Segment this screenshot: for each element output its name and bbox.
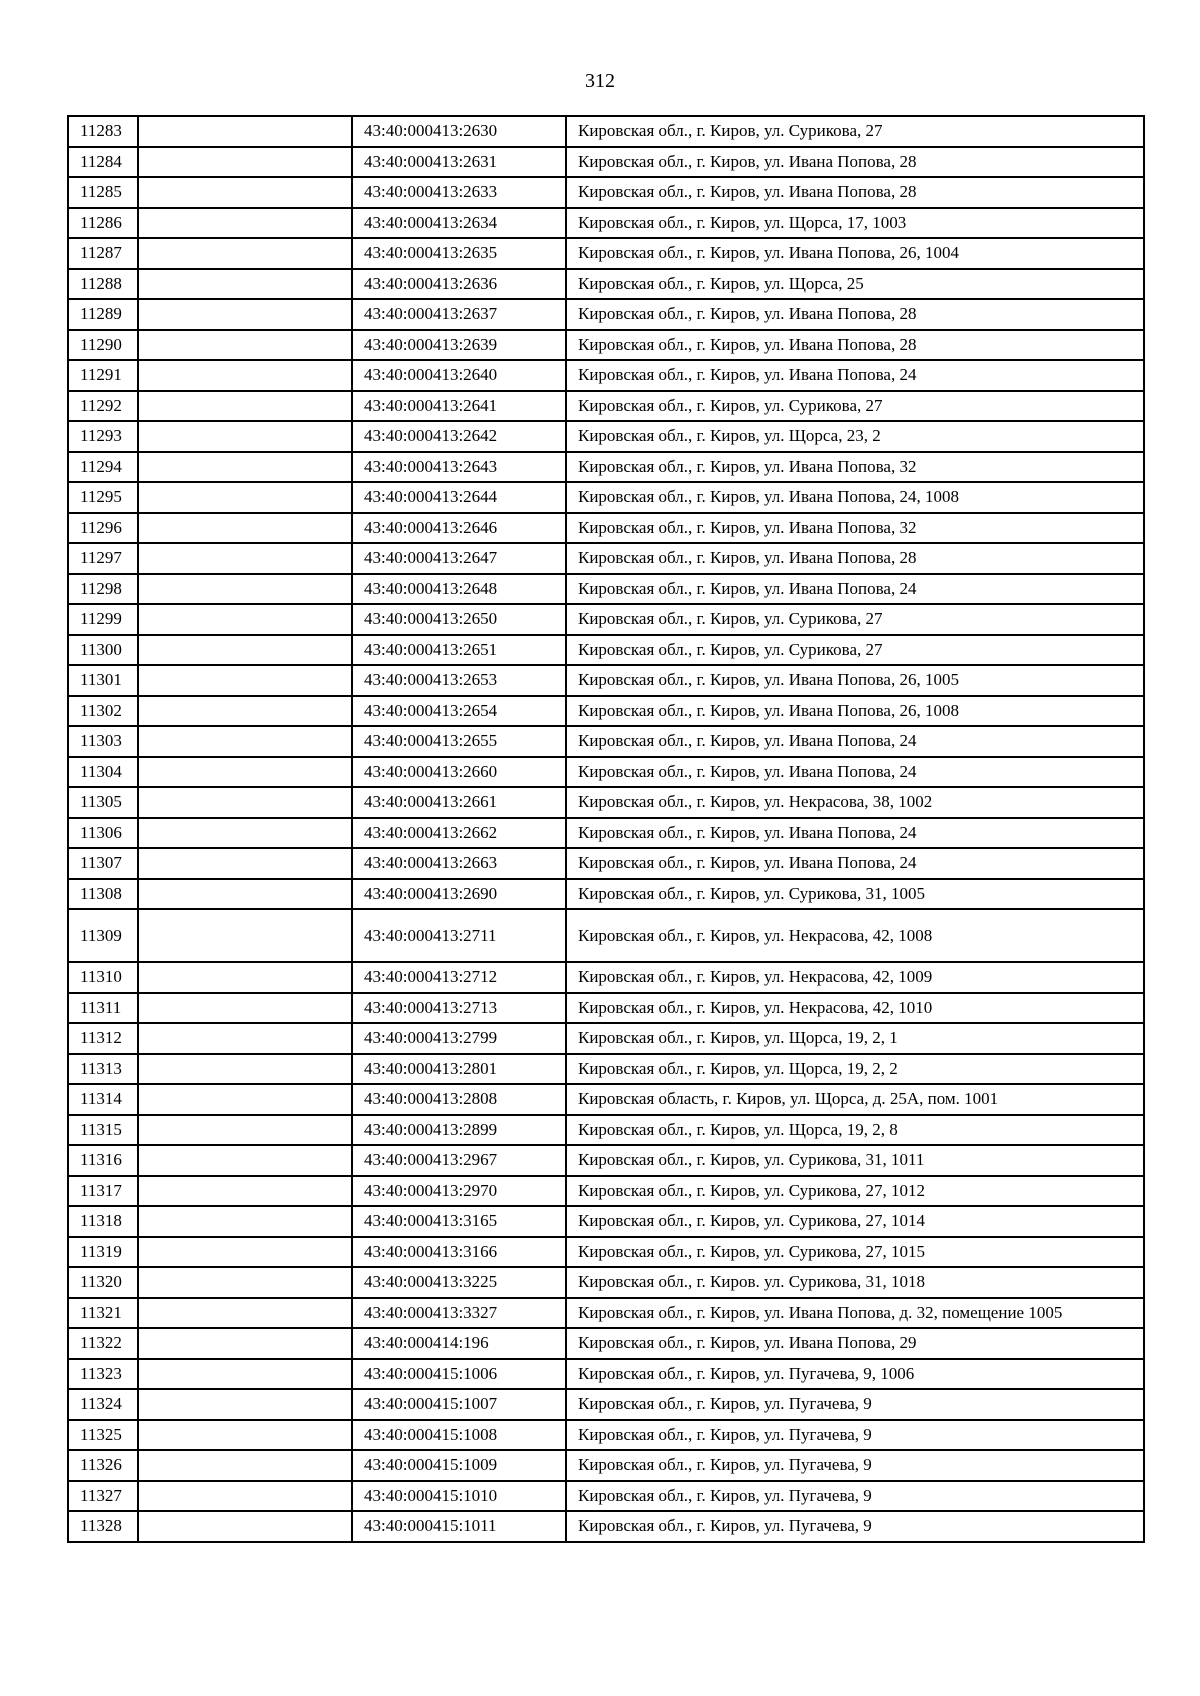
empty-cell: [138, 269, 352, 300]
table-row: [68, 848, 1144, 879]
address-cell: Кировская обл., г. Киров, ул. Некрасова, 38, 1002: [566, 787, 1144, 818]
address-cell: Кировская обл., г. Киров, ул. Ивана Попова, 26, 1008: [566, 696, 1144, 727]
cadastral-number-cell: 43:40:000413:2635: [352, 238, 566, 269]
empty-cell: [138, 1328, 352, 1359]
row-number-cell: 11316: [68, 1145, 138, 1176]
table-row: [68, 543, 1144, 574]
row-number-cell: 11307: [68, 848, 138, 879]
address-cell: Кировская обл., г. Киров, ул. Сурикова, 27, 1014: [566, 1206, 1144, 1237]
cadastral-number-cell: 43:40:000413:2661: [352, 787, 566, 818]
cadastral-number-cell: 43:40:000413:2641: [352, 391, 566, 422]
empty-cell: [138, 147, 352, 178]
row-number-cell: 11293: [68, 421, 138, 452]
row-number-cell: 11291: [68, 360, 138, 391]
table-row: [68, 360, 1144, 391]
cadastral-number-cell: 43:40:000413:2662: [352, 818, 566, 849]
table-row: [68, 238, 1144, 269]
empty-cell: [138, 177, 352, 208]
row-number-cell: 11315: [68, 1115, 138, 1146]
table-row: [68, 696, 1144, 727]
cadastral-number-cell: 43:40:000413:2654: [352, 696, 566, 727]
table-row: [68, 1206, 1144, 1237]
table-row: [68, 787, 1144, 818]
address-cell: Кировская обл., г. Киров, ул. Щорса, 25: [566, 269, 1144, 300]
row-number-cell: 11284: [68, 147, 138, 178]
table-row: [68, 208, 1144, 239]
table-row: [68, 269, 1144, 300]
empty-cell: [138, 787, 352, 818]
cadastral-number-cell: 43:40:000413:2899: [352, 1115, 566, 1146]
empty-cell: [138, 635, 352, 666]
cadastral-number-cell: 43:40:000413:2637: [352, 299, 566, 330]
row-number-cell: 11312: [68, 1023, 138, 1054]
cadastral-number-cell: 43:40:000415:1010: [352, 1481, 566, 1512]
address-cell: Кировская обл., г. Киров, ул. Ивана Попова, 24: [566, 574, 1144, 605]
address-cell: Кировская обл., г. Киров, ул. Ивана Попова, 28: [566, 299, 1144, 330]
address-cell: Кировская обл., г. Киров, ул. Щорса, 19, 2, 2: [566, 1054, 1144, 1085]
cadastral-number-cell: 43:40:000413:2655: [352, 726, 566, 757]
empty-cell: [138, 299, 352, 330]
cadastral-number-cell: 43:40:000413:2970: [352, 1176, 566, 1207]
cadastral-number-cell: 43:40:000413:3225: [352, 1267, 566, 1298]
cadastral-number-cell: 43:40:000413:2799: [352, 1023, 566, 1054]
empty-cell: [138, 1267, 352, 1298]
table-row: [68, 879, 1144, 910]
row-number-cell: 11296: [68, 513, 138, 544]
empty-cell: [138, 452, 352, 483]
table-row: [68, 147, 1144, 178]
empty-cell: [138, 962, 352, 993]
cadastral-number-cell: 43:40:000413:2636: [352, 269, 566, 300]
row-number-cell: 11328: [68, 1511, 138, 1542]
address-cell: Кировская обл., г. Киров, ул. Пугачева, 9: [566, 1420, 1144, 1451]
table-row: [68, 1115, 1144, 1146]
cadastral-number-cell: 43:40:000413:2643: [352, 452, 566, 483]
empty-cell: [138, 391, 352, 422]
row-number-cell: 11322: [68, 1328, 138, 1359]
table-row: [68, 330, 1144, 361]
empty-cell: [138, 421, 352, 452]
cadastral-number-cell: 43:40:000413:2711: [352, 909, 566, 962]
row-number-cell: 11306: [68, 818, 138, 849]
table-row: [68, 177, 1144, 208]
row-number-cell: 11324: [68, 1389, 138, 1420]
empty-cell: [138, 726, 352, 757]
empty-cell: [138, 116, 352, 147]
row-number-cell: 11321: [68, 1298, 138, 1329]
table-row: [68, 1084, 1144, 1115]
empty-cell: [138, 360, 352, 391]
table-row: [68, 1298, 1144, 1329]
row-number-cell: 11300: [68, 635, 138, 666]
table-row: [68, 452, 1144, 483]
address-cell: Кировская обл., г. Киров, ул. Щорса, 19, 2, 1: [566, 1023, 1144, 1054]
row-number-cell: 11285: [68, 177, 138, 208]
cadastral-number-cell: 43:40:000414:196: [352, 1328, 566, 1359]
row-number-cell: 11301: [68, 665, 138, 696]
empty-cell: [138, 1511, 352, 1542]
empty-cell: [138, 909, 352, 962]
address-cell: Кировская обл., г. Киров, ул. Сурикова, 27: [566, 635, 1144, 666]
row-number-cell: 11288: [68, 269, 138, 300]
address-cell: Кировская обл., г. Киров, ул. Пугачева, 9: [566, 1481, 1144, 1512]
table-row: [68, 1267, 1144, 1298]
row-number-cell: 11298: [68, 574, 138, 605]
empty-cell: [138, 1481, 352, 1512]
table-row: [68, 962, 1144, 993]
address-cell: Кировская обл., г. Киров, ул. Ивана Попова, 26, 1004: [566, 238, 1144, 269]
row-number-cell: 11320: [68, 1267, 138, 1298]
address-cell: Кировская обл., г. Киров, ул. Ивана Попова, 24, 1008: [566, 482, 1144, 513]
cadastral-number-cell: 43:40:000413:2646: [352, 513, 566, 544]
table-row: [68, 1420, 1144, 1451]
address-cell: Кировская обл., г. Киров, ул. Ивана Попова, 28: [566, 147, 1144, 178]
empty-cell: [138, 993, 352, 1024]
empty-cell: [138, 1023, 352, 1054]
empty-cell: [138, 1054, 352, 1085]
address-cell: Кировская обл., г. Киров, ул. Щорса, 17, 1003: [566, 208, 1144, 239]
table-row: [68, 665, 1144, 696]
address-cell: Кировская обл., г. Киров, ул. Ивана Попова, 32: [566, 513, 1144, 544]
table-row: [68, 604, 1144, 635]
address-cell: Кировская обл., г. Киров, ул. Сурикова, 31, 1005: [566, 879, 1144, 910]
address-cell: Кировская обл., г. Киров, ул. Ивана Попова, 24: [566, 726, 1144, 757]
address-cell: Кировская обл., г. Киров, ул. Ивана Попова, 29: [566, 1328, 1144, 1359]
address-cell: Кировская обл., г. Киров, ул. Пугачева, 9: [566, 1511, 1144, 1542]
table-row: [68, 635, 1144, 666]
table-row: [68, 1359, 1144, 1390]
address-cell: Кировская обл., г. Киров, ул. Сурикова, 31, 1011: [566, 1145, 1144, 1176]
address-cell: Кировская обл., г. Киров, ул. Ивана Попова, 24: [566, 818, 1144, 849]
empty-cell: [138, 1450, 352, 1481]
empty-cell: [138, 1176, 352, 1207]
row-number-cell: 11304: [68, 757, 138, 788]
cadastral-number-cell: 43:40:000413:2713: [352, 993, 566, 1024]
row-number-cell: 11325: [68, 1420, 138, 1451]
address-cell: Кировская обл., г. Киров, ул. Ивана Попова, д. 32, помещение 1005: [566, 1298, 1144, 1329]
empty-cell: [138, 1237, 352, 1268]
table-row: [68, 421, 1144, 452]
address-cell: Кировская обл., г. Киров, ул. Сурикова, 27: [566, 116, 1144, 147]
table-row: [68, 299, 1144, 330]
empty-cell: [138, 513, 352, 544]
empty-cell: [138, 848, 352, 879]
table-row: [68, 993, 1144, 1024]
cadastral-number-cell: 43:40:000413:2808: [352, 1084, 566, 1115]
empty-cell: [138, 818, 352, 849]
cadastral-number-cell: 43:40:000413:2648: [352, 574, 566, 605]
address-cell: Кировская обл., г. Киров, ул. Сурикова, 27: [566, 391, 1144, 422]
address-cell: Кировская обл., г. Киров, ул. Сурикова, 27, 1015: [566, 1237, 1144, 1268]
cadastral-number-cell: 43:40:000413:2634: [352, 208, 566, 239]
row-number-cell: 11292: [68, 391, 138, 422]
address-cell: Кировская обл., г. Киров, ул. Пугачева, 9: [566, 1450, 1144, 1481]
empty-cell: [138, 1298, 352, 1329]
cadastral-number-cell: 43:40:000413:2653: [352, 665, 566, 696]
row-number-cell: 11323: [68, 1359, 138, 1390]
table-row: [68, 726, 1144, 757]
cadastral-number-cell: 43:40:000413:2663: [352, 848, 566, 879]
empty-cell: [138, 574, 352, 605]
table-row: [68, 1054, 1144, 1085]
row-number-cell: 11287: [68, 238, 138, 269]
row-number-cell: 11294: [68, 452, 138, 483]
row-number-cell: 11309: [68, 909, 138, 962]
empty-cell: [138, 330, 352, 361]
empty-cell: [138, 757, 352, 788]
row-number-cell: 11289: [68, 299, 138, 330]
row-number-cell: 11295: [68, 482, 138, 513]
row-number-cell: 11314: [68, 1084, 138, 1115]
cadastral-number-cell: 43:40:000413:2630: [352, 116, 566, 147]
row-number-cell: 11317: [68, 1176, 138, 1207]
address-cell: Кировская обл., г. Киров, ул. Ивана Попова, 32: [566, 452, 1144, 483]
registry-table-body: [68, 116, 1144, 1542]
empty-cell: [138, 665, 352, 696]
row-number-cell: 11303: [68, 726, 138, 757]
row-number-cell: 11318: [68, 1206, 138, 1237]
empty-cell: [138, 1145, 352, 1176]
address-cell: Кировская обл., г. Киров, ул. Ивана Попова, 28: [566, 543, 1144, 574]
empty-cell: [138, 604, 352, 635]
empty-cell: [138, 1206, 352, 1237]
cadastral-number-cell: 43:40:000413:2660: [352, 757, 566, 788]
table-row: [68, 1328, 1144, 1359]
empty-cell: [138, 543, 352, 574]
table-row: [68, 757, 1144, 788]
registry-table: [67, 115, 1145, 1543]
address-cell: Кировская обл., г. Киров, ул. Сурикова, 27: [566, 604, 1144, 635]
row-number-cell: 11327: [68, 1481, 138, 1512]
cadastral-number-cell: 43:40:000415:1006: [352, 1359, 566, 1390]
cadastral-number-cell: 43:40:000415:1007: [352, 1389, 566, 1420]
cadastral-number-cell: 43:40:000413:2639: [352, 330, 566, 361]
address-cell: Кировская обл., г. Киров, ул. Ивана Попова, 24: [566, 360, 1144, 391]
address-cell: Кировская обл., г. Киров, ул. Щорса, 19, 2, 8: [566, 1115, 1144, 1146]
empty-cell: [138, 238, 352, 269]
table-row: [68, 818, 1144, 849]
row-number-cell: 11326: [68, 1450, 138, 1481]
address-cell: Кировская обл., г. Киров, ул. Некрасова, 42, 1008: [566, 909, 1144, 962]
cadastral-number-cell: 43:40:000413:2712: [352, 962, 566, 993]
row-number-cell: 11305: [68, 787, 138, 818]
cadastral-number-cell: 43:40:000413:3327: [352, 1298, 566, 1329]
table-row: [68, 1481, 1144, 1512]
cadastral-number-cell: 43:40:000413:3165: [352, 1206, 566, 1237]
address-cell: Кировская обл., г. Киров, ул. Ивана Попова, 28: [566, 177, 1144, 208]
empty-cell: [138, 1420, 352, 1451]
empty-cell: [138, 1359, 352, 1390]
cadastral-number-cell: 43:40:000413:2651: [352, 635, 566, 666]
cadastral-number-cell: 43:40:000413:2644: [352, 482, 566, 513]
cadastral-number-cell: 43:40:000413:2690: [352, 879, 566, 910]
row-number-cell: 11319: [68, 1237, 138, 1268]
cadastral-number-cell: 43:40:000413:2642: [352, 421, 566, 452]
row-number-cell: 11297: [68, 543, 138, 574]
address-cell: Кировская обл., г. Киров, ул. Ивана Попова, 26, 1005: [566, 665, 1144, 696]
row-number-cell: 11299: [68, 604, 138, 635]
empty-cell: [138, 208, 352, 239]
address-cell: Кировская обл., г. Киров, ул. Ивана Попова, 24: [566, 757, 1144, 788]
address-cell: Кировская обл., г. Киров, ул. Ивана Попова, 28: [566, 330, 1144, 361]
empty-cell: [138, 696, 352, 727]
row-number-cell: 11290: [68, 330, 138, 361]
table-row: [68, 909, 1144, 962]
empty-cell: [138, 1115, 352, 1146]
row-number-cell: 11283: [68, 116, 138, 147]
address-cell: Кировская обл., г. Киров, ул. Пугачева, 9: [566, 1389, 1144, 1420]
empty-cell: [138, 1084, 352, 1115]
table-row: [68, 1237, 1144, 1268]
table-row: [68, 1176, 1144, 1207]
table-row: [68, 513, 1144, 544]
cadastral-number-cell: 43:40:000413:2631: [352, 147, 566, 178]
cadastral-number-cell: 43:40:000413:2633: [352, 177, 566, 208]
empty-cell: [138, 879, 352, 910]
address-cell: Кировская обл., г. Киров, ул. Некрасова, 42, 1010: [566, 993, 1144, 1024]
address-cell: Кировская область, г. Киров, ул. Щорса, д. 25А, пом. 1001: [566, 1084, 1144, 1115]
table-row: [68, 482, 1144, 513]
cadastral-number-cell: 43:40:000415:1008: [352, 1420, 566, 1451]
row-number-cell: 11313: [68, 1054, 138, 1085]
row-number-cell: 11302: [68, 696, 138, 727]
address-cell: Кировская обл., г. Киров, ул. Сурикова, 27, 1012: [566, 1176, 1144, 1207]
cadastral-number-cell: 43:40:000413:2647: [352, 543, 566, 574]
cadastral-number-cell: 43:40:000413:2650: [352, 604, 566, 635]
address-cell: Кировская обл., г. Киров, ул. Пугачева, 9, 1006: [566, 1359, 1144, 1390]
address-cell: Кировская обл., г. Киров, ул. Щорса, 23, 2: [566, 421, 1144, 452]
empty-cell: [138, 482, 352, 513]
table-row: [68, 1145, 1144, 1176]
table-row: [68, 1511, 1144, 1542]
row-number-cell: 11286: [68, 208, 138, 239]
cadastral-number-cell: 43:40:000413:2967: [352, 1145, 566, 1176]
page-number: 312: [585, 70, 615, 92]
table-row: [68, 116, 1144, 147]
row-number-cell: 11308: [68, 879, 138, 910]
table-row: [68, 391, 1144, 422]
table-row: [68, 1450, 1144, 1481]
cadastral-number-cell: 43:40:000415:1009: [352, 1450, 566, 1481]
cadastral-number-cell: 43:40:000415:1011: [352, 1511, 566, 1542]
cadastral-number-cell: 43:40:000413:2801: [352, 1054, 566, 1085]
row-number-cell: 11310: [68, 962, 138, 993]
table-row: [68, 574, 1144, 605]
address-cell: Кировская обл., г. Киров, ул. Некрасова, 42, 1009: [566, 962, 1144, 993]
address-cell: Кировская обл., г. Киров, ул. Ивана Попова, 24: [566, 848, 1144, 879]
row-number-cell: 11311: [68, 993, 138, 1024]
cadastral-number-cell: 43:40:000413:2640: [352, 360, 566, 391]
cadastral-number-cell: 43:40:000413:3166: [352, 1237, 566, 1268]
table-row: [68, 1023, 1144, 1054]
address-cell: Кировская обл., г. Киров. ул. Сурикова, 31, 1018: [566, 1267, 1144, 1298]
table-row: [68, 1389, 1144, 1420]
empty-cell: [138, 1389, 352, 1420]
